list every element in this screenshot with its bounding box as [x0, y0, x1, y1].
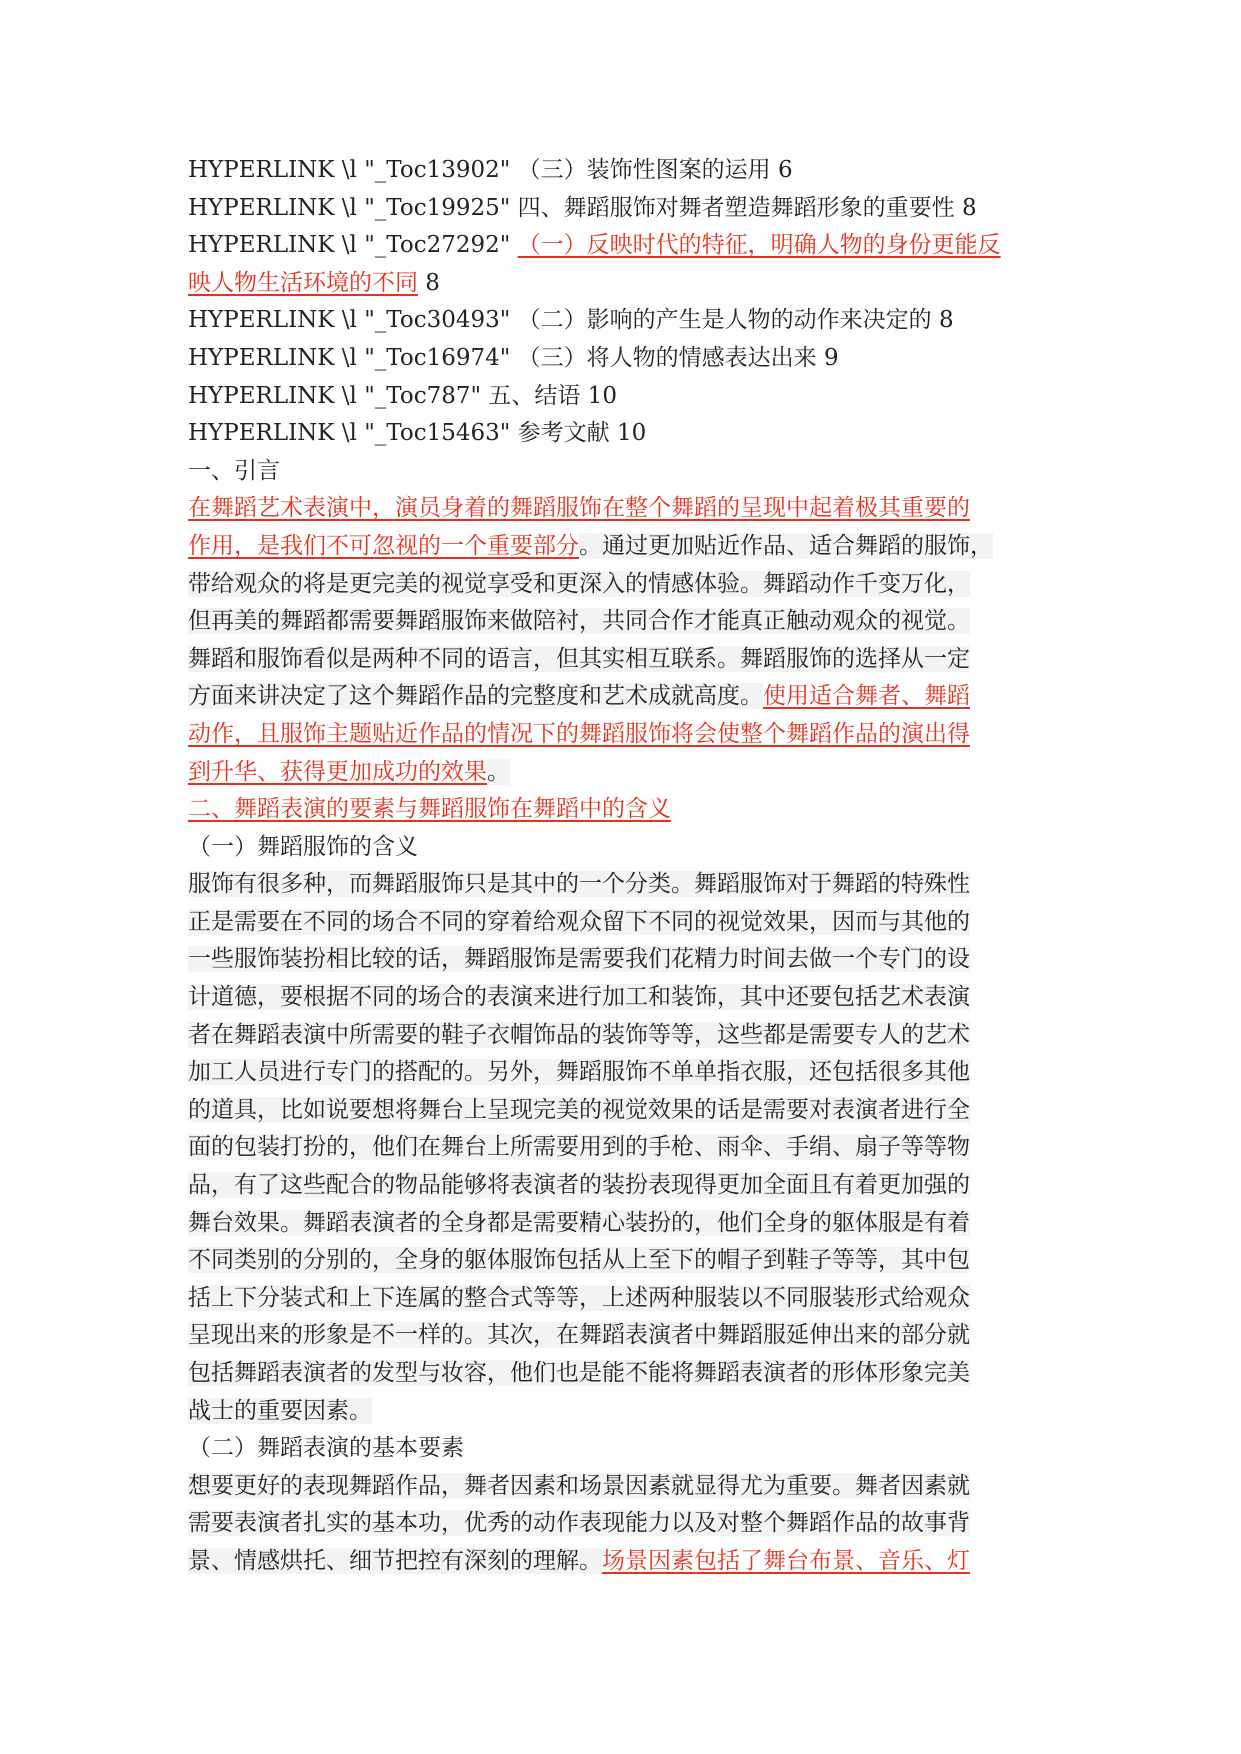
document-line: [188, 415, 1068, 453]
document-line: [188, 641, 1068, 679]
highlighted-text: 动作，且服饰主题贴近作品的情况下的舞蹈服饰将会使整个舞蹈作品的演出得: [188, 720, 970, 747]
text-run: 者在舞蹈表演中所需要的鞋子衣帽饰品的装饰等等，这些都是需要专人的艺术: [188, 1021, 970, 1048]
text-run: 面的包装打扮的，他们在舞台上所需要用到的手枪、雨伞、手绢、扇子等等物: [188, 1134, 970, 1161]
highlighted-text: 在舞蹈艺术表演中，演员身着的舞蹈服饰在整个舞蹈的呈现中起着极其重要的: [188, 495, 970, 522]
document-line: [188, 716, 1068, 754]
text-run: 不同类别的分别的，全身的躯体服饰包括从上至下的帽子到鞋子等等，其中包: [188, 1247, 970, 1274]
document-line: [188, 866, 1068, 904]
text-run: 加工人员进行专门的搭配的。另外，舞蹈服饰不单单指衣服，还包括很多其他: [188, 1059, 970, 1086]
document-line: [188, 829, 1068, 867]
document-line: [188, 1543, 1068, 1581]
document-line: [188, 340, 1068, 378]
document-line: [188, 1167, 1068, 1205]
document-line: [188, 678, 1068, 716]
document-line: [188, 754, 1068, 792]
highlighted-text: （一）反映时代的特征，明确人物的身份更能反: [517, 232, 1001, 259]
document-line: [188, 1355, 1068, 1393]
text-run: 想要更好的表现舞蹈作品，舞者因素和场景因素就显得尤为重要。舞者因素就: [188, 1472, 970, 1499]
text-run: 方面来讲决定了这个舞蹈作品的完整度和艺术成就高度。: [188, 683, 763, 710]
text-run: HYPERLINK \l "_Toc13902" （三）装饰性图案的运用 6: [188, 157, 793, 183]
text-run: HYPERLINK \l "_Toc30493" （二）影响的产生是人物的动作来决定的 8: [188, 307, 954, 334]
document-line: [188, 453, 1068, 491]
highlighted-text: 使用适合舞者、舞蹈: [763, 683, 970, 710]
text-run: HYPERLINK \l "_Toc16974" （三）将人物的情感表达出来 9: [188, 344, 839, 371]
document-line: [188, 904, 1068, 942]
document-line: [188, 1505, 1068, 1543]
text-run: 战士的重要因素。: [188, 1397, 372, 1424]
document-line: [188, 152, 1068, 190]
document-line: [188, 566, 1068, 604]
highlighted-text: 作用，是我们不可忽视的一个重要部分: [188, 532, 579, 559]
document-line: [188, 1092, 1068, 1130]
text-run: 舞蹈和服饰看似是两种不同的语言，但其实相互联系。舞蹈服饰的选择从一定: [188, 645, 970, 672]
text-run: （二）舞蹈表演的基本要素: [188, 1435, 464, 1462]
text-run: HYPERLINK \l "_Toc19925" 四、舞蹈服饰对舞者塑造舞蹈形象的重要性 8: [188, 194, 977, 221]
highlighted-text: 到升华、获得更加成功的效果: [188, 758, 487, 785]
document-line: [188, 1129, 1068, 1167]
document-line: [188, 1017, 1068, 1055]
text-run: HYPERLINK \l "_Toc27292": [188, 232, 518, 259]
document-line: [188, 941, 1068, 979]
document-line: [188, 791, 1068, 829]
text-run: 。通过更加贴近作品、适合舞蹈的服饰，: [579, 532, 993, 559]
document-line: [188, 1468, 1068, 1506]
text-run: HYPERLINK \l "_Toc15463" 参考文献 10: [188, 420, 647, 447]
document-line: [188, 1280, 1068, 1318]
document-line: [188, 1054, 1068, 1092]
document-line: [188, 190, 1068, 228]
text-run: 包括舞蹈表演者的发型与妆容，他们也是能不能将舞蹈表演者的形体形象完美: [188, 1360, 970, 1386]
document-line: [188, 603, 1068, 641]
document-line: [188, 265, 1068, 303]
document-line: [188, 979, 1068, 1017]
text-run: 呈现出来的形象是不一样的。其次，在舞蹈表演者中舞蹈服延伸出来的部分就: [188, 1322, 970, 1349]
document-line: [188, 1317, 1068, 1355]
text-run: 。: [487, 758, 510, 785]
document-line: [188, 1430, 1068, 1468]
document-line: [188, 1393, 1068, 1431]
text-run: HYPERLINK \l "_Toc787" 五、结语 10: [188, 382, 617, 409]
text-run: 计道德，要根据不同的场合的表演来进行加工和装饰，其中还要包括艺术表演: [188, 984, 970, 1011]
highlighted-text: 映人物生活环境的不同: [188, 269, 418, 296]
text-run: 一、引言: [188, 457, 280, 484]
text-run: 带给观众的将是更完美的视觉享受和更深入的情感体验。舞蹈动作千变万化，: [188, 570, 970, 597]
highlighted-text: 二、舞蹈表演的要素与舞蹈服饰在舞蹈中的含义: [188, 796, 671, 823]
text-run: 括上下分装式和上下连属的整合式等等，上述两种服装以不同服装形式给观众: [188, 1284, 970, 1311]
document-line: [188, 1242, 1068, 1280]
text-run: 但再美的舞蹈都需要舞蹈服饰来做陪衬，共同合作才能真正触动观众的视觉。: [188, 608, 970, 635]
text-run: 正是需要在不同的场合不同的穿着给观众留下不同的视觉效果，因而与其他的: [188, 908, 970, 935]
highlighted-text: 场景因素包括了舞台布景、音乐、灯: [602, 1547, 970, 1574]
text-run: 一些服饰装扮相比较的话，舞蹈服饰是需要我们花精力时间去做一个专门的设: [188, 946, 970, 973]
text-run: 的道具，比如说要想将舞台上呈现完美的视觉效果的话是需要对表演者进行全: [188, 1096, 970, 1123]
text-run: 服饰有很多种，而舞蹈服饰只是其中的一个分类。舞蹈服饰对于舞蹈的特殊性: [188, 871, 970, 898]
text-run: 需要表演者扎实的基本功，优秀的动作表现能力以及对整个舞蹈作品的故事背: [188, 1510, 970, 1537]
text-run: 8: [418, 269, 440, 296]
text-run: 舞台效果。舞蹈表演者的全身都是需要精心装扮的，他们全身的躯体服是有着: [188, 1209, 970, 1236]
document-line: [188, 490, 1068, 528]
document-line: [188, 302, 1068, 340]
document-line: [188, 1205, 1068, 1243]
text-run: （一）舞蹈服饰的含义: [188, 833, 418, 860]
document-page: [188, 152, 1068, 1581]
text-run: 景、情感烘托、细节把控有深刻的理解。: [188, 1547, 602, 1574]
text-run: 品，有了这些配合的物品能够将表演者的装扮表现得更加全面且有着更加强的: [188, 1172, 970, 1199]
document-line: [188, 528, 1068, 566]
document-line: [188, 378, 1068, 416]
document-line: [188, 227, 1068, 265]
